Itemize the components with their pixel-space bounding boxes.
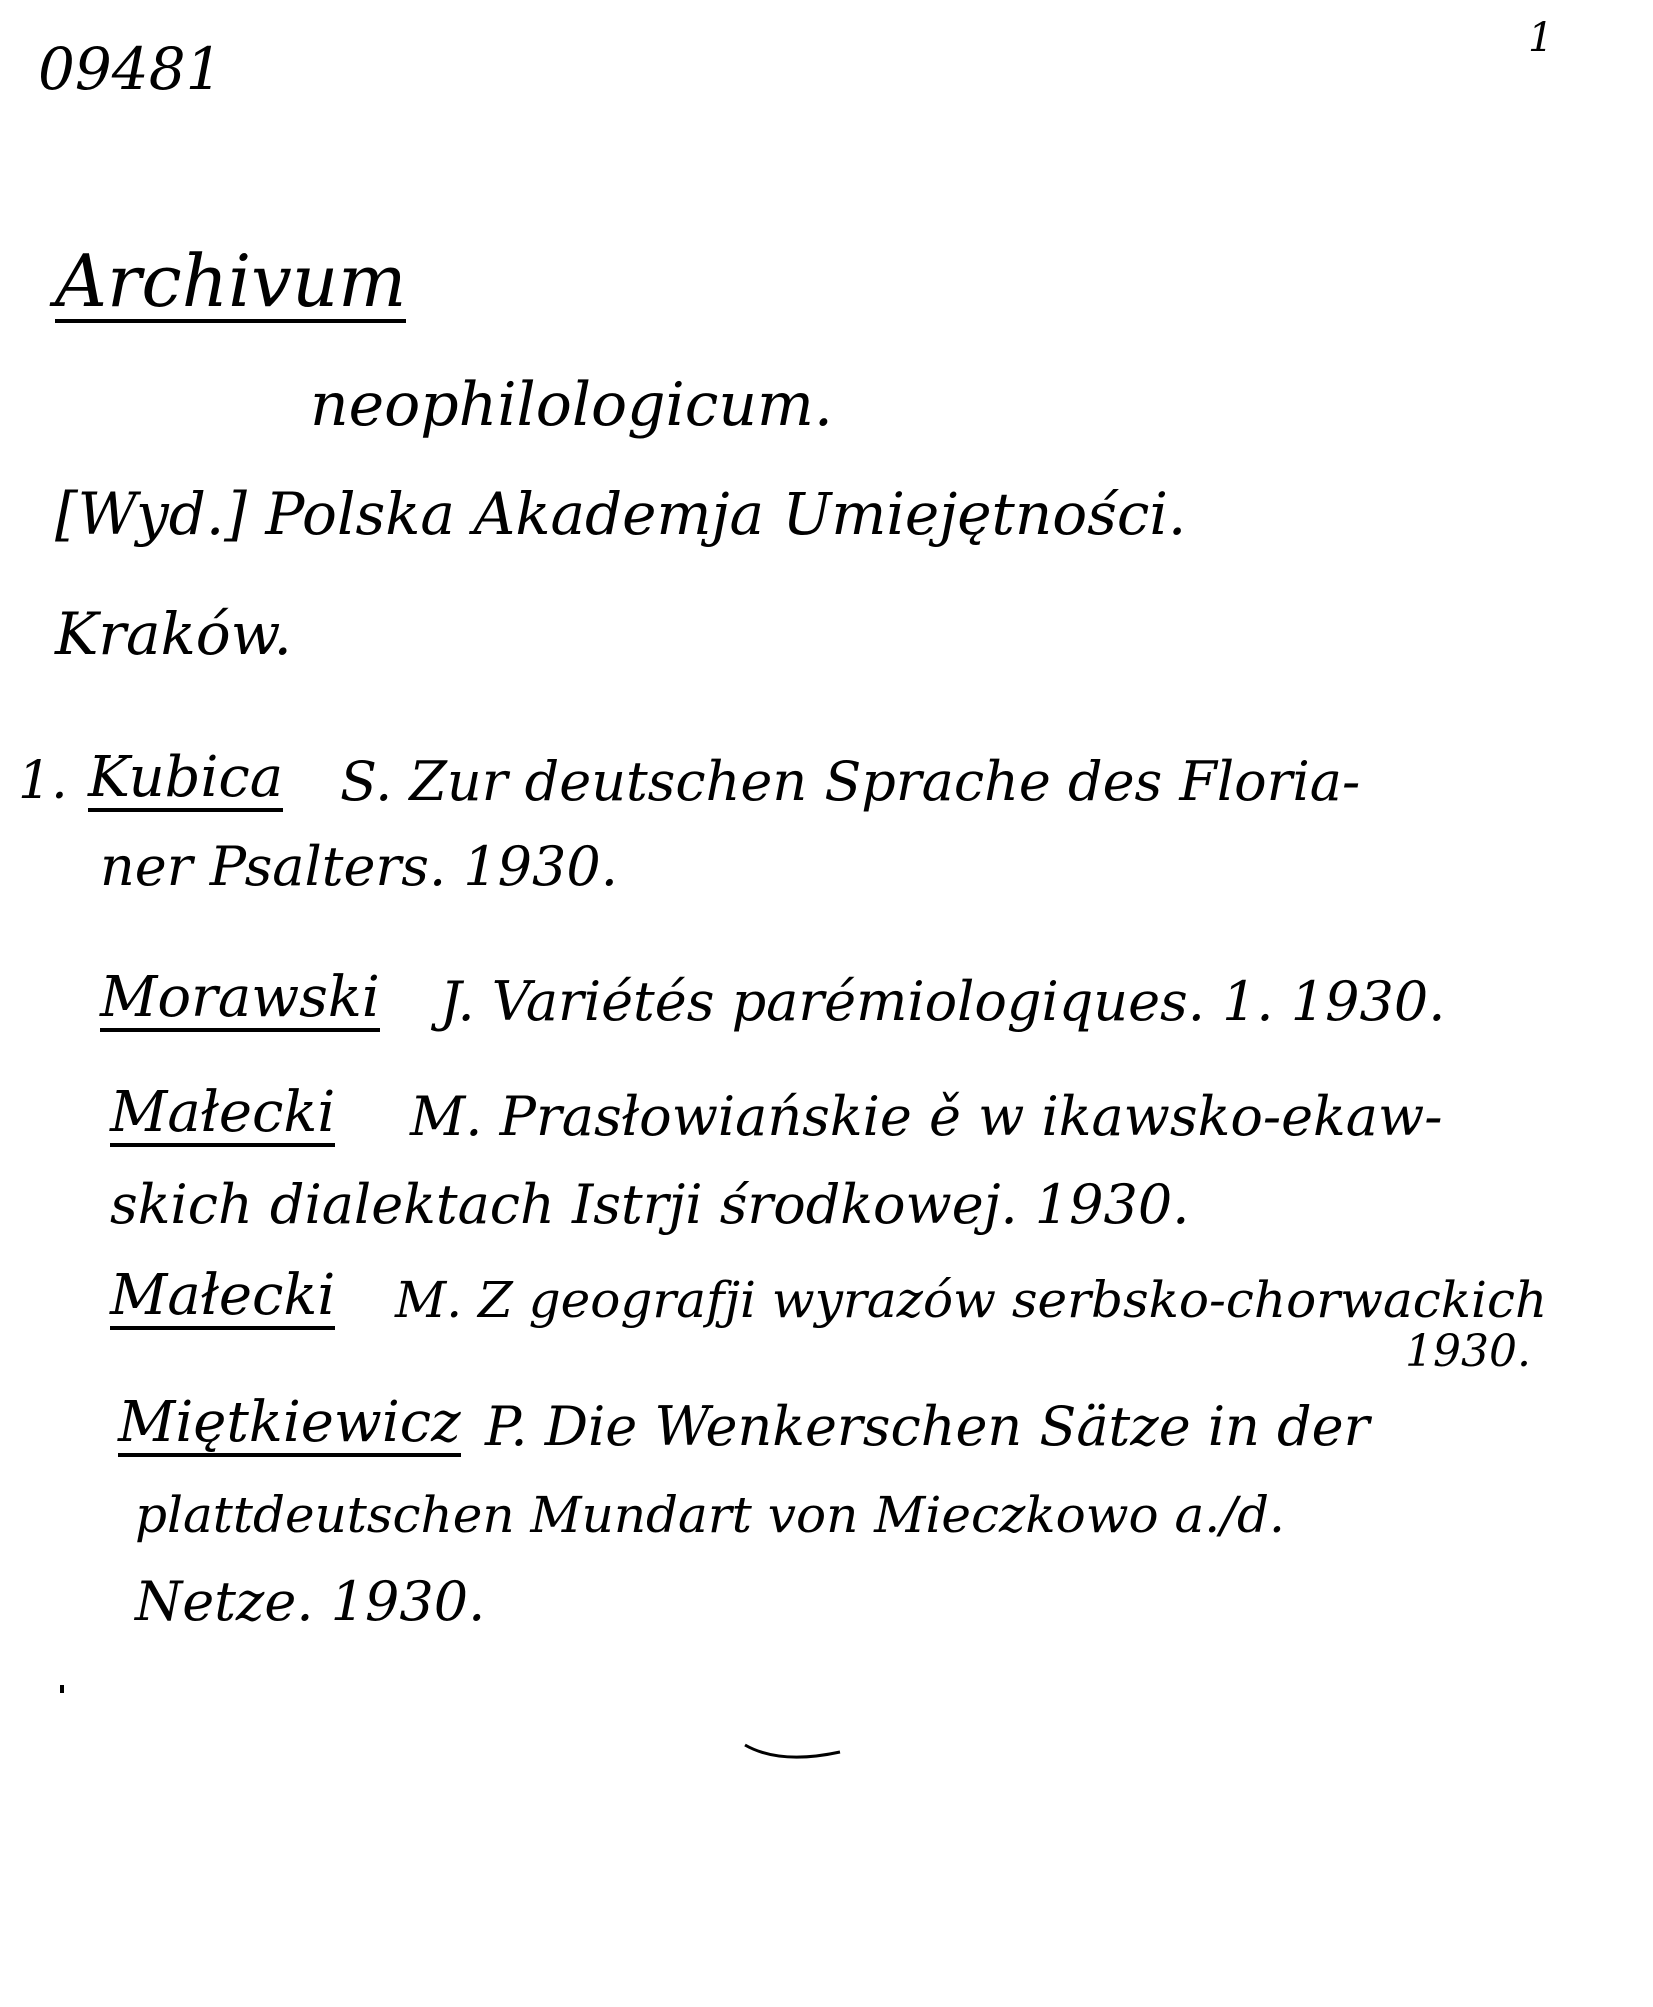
page-number: 1 <box>1528 15 1554 61</box>
entry-1-number: 1. <box>18 751 68 811</box>
publisher-line: [Wyd.] Polska Akademja Umiejętności. <box>55 480 1187 548</box>
title-line-1: Archivum <box>55 239 407 323</box>
entry-3-line-2: skich dialektach Istrji środkowej. 1930. <box>110 1173 1190 1236</box>
entry-2-author: Morawski <box>100 965 380 1030</box>
entry-3-author: Małecki <box>110 1080 336 1145</box>
entry-4-line-1: M. Z geografji wyrazów serbsko-chorwackich <box>395 1271 1548 1329</box>
entry-5-line-2: plattdeutschen Mundart von Mieczkowo a./d. <box>135 1486 1285 1544</box>
place-line: Kraków. <box>55 600 292 668</box>
entry-1-line-1: S. Zur deutschen Sprache des Floria- <box>340 750 1361 813</box>
entry-1-line-2: ner Psalters. 1930. <box>100 835 618 898</box>
entry-5-line-3: Netze. 1930. <box>135 1570 486 1633</box>
catalog-number: 09481 <box>38 35 223 103</box>
entry-4-author: Małecki <box>110 1263 336 1328</box>
scan-mark <box>740 1730 860 1770</box>
scan-speck <box>60 1685 64 1693</box>
entry-3-line-1: M. Prasłowiańskie ě w ikawsko-ekaw- <box>410 1085 1443 1148</box>
entry-1-author: Kubica <box>88 745 284 810</box>
entry-2-line-1: J. Variétés parémiologiques. 1. 1930. <box>440 970 1446 1033</box>
entry-4-line-2: 1930. <box>1405 1326 1531 1377</box>
entry-5-line-1: P. Die Wenkerschen Sätze in der <box>485 1395 1370 1458</box>
entry-5-author: Miętkiewicz <box>118 1390 461 1455</box>
title-line-2: neophilologicum. <box>310 370 833 440</box>
